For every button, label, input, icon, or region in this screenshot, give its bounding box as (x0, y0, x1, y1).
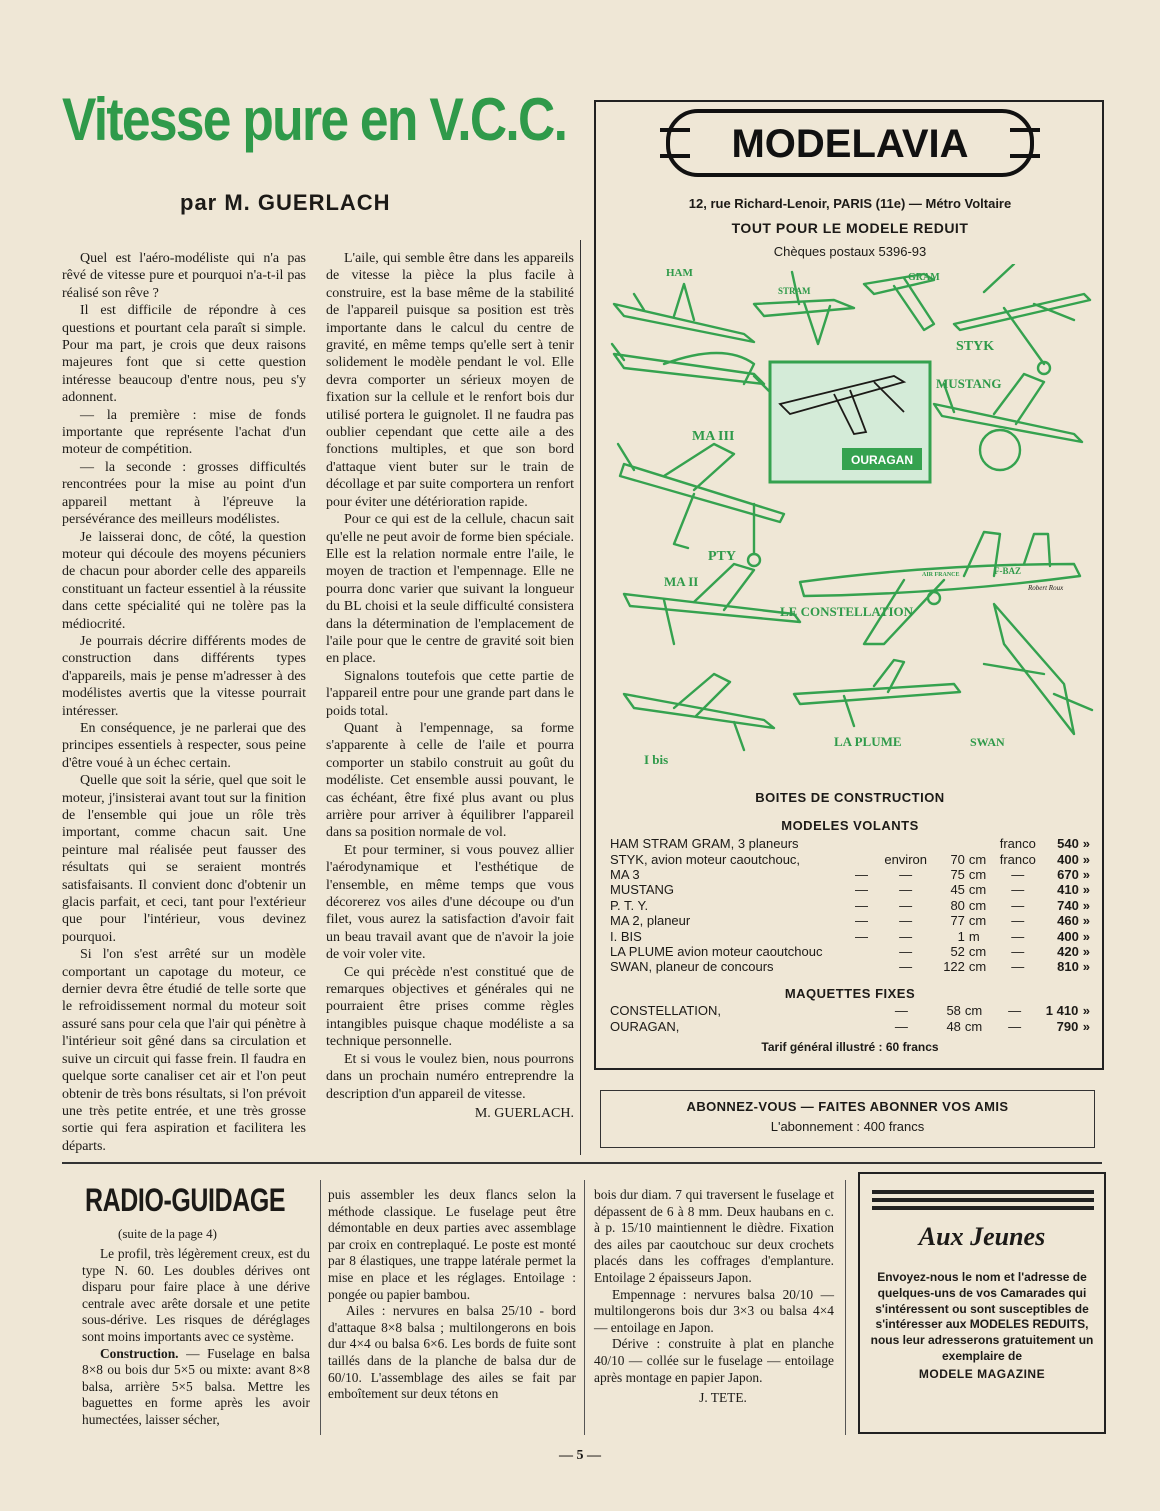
label-styk: STYK (956, 339, 995, 354)
static-model-row (610, 1018, 1090, 1033)
modelavia-brand: MODELAVIA (731, 122, 969, 166)
price-cell-unit: cm (968, 866, 987, 882)
label-mustang: MUSTANG (936, 376, 1002, 391)
paragraph: Signalons toutefois que cette partie de l'appareil entre pour une grande part dans le poids total. (326, 668, 574, 719)
paragraph: Empennage : nervures balsa 20/10 — multilongerons bois dur 3×3 ou balsa 4×4 — entoilage en Japon. (594, 1286, 834, 1335)
price-cell-name: I. BIS (610, 928, 642, 944)
price-cell-size: 58 (946, 1003, 961, 1019)
paragraph: Ailes : nervures en balsa 25/10 - bord d'attaque 8×8 balsa ; multilongerons en bois dur 4×4 ou balsa 6×6. Les bords de fuite sont taillés dans de la planche de balsa dur de 60/10. L'assemblage des ailes se fait par emboîtement sur deux tétons en (328, 1303, 576, 1402)
price-cell-name: MA 2, planeur (610, 913, 691, 929)
label-la-plume: LA PLUME (834, 734, 902, 749)
price-cell-r: » (1082, 836, 1090, 852)
price-cell-d: — (854, 928, 868, 944)
price-cell-r: » (1082, 943, 1090, 959)
price-cell-size: 52 (950, 943, 965, 959)
model-planes-illustration (604, 264, 1098, 784)
radio-guidage-title: RADIO-GUIDAGE (85, 1182, 286, 1218)
label-ouragan: OURAGAN (851, 453, 913, 467)
price-cell-e: — (899, 928, 913, 944)
price-cell-unit: cm (968, 882, 987, 898)
price-cell-d: — (854, 913, 868, 929)
illustrator-signature: Robert Roux (1028, 584, 1064, 592)
label-registration: F-BAZ (994, 566, 1021, 576)
label-stram: STRAM (778, 286, 811, 296)
article-title: Vitesse pure en V.C.C. (62, 86, 567, 153)
price-cell-f: — (1011, 943, 1025, 959)
price-cell-unit: m (968, 928, 980, 944)
price-cell-e: — (899, 943, 913, 959)
paragraph: Ce qui précède n'est constitué que de remarques objectives et générales qui ne pourraient être prises comme règles intangibles puisque chaque modéliste a sa technique personnelle. (326, 964, 574, 1050)
paragraph: Il est difficile de répondre à ces questions et pourtant cela paraît si simple. Pour ma part, je crois que deux raisons majeures font que si cette question intéresse beaucoup d'entre nous, peu s'y adonnent. (62, 303, 306, 406)
paragraph: En conséquence, je ne parlerai que des principes essentiels à respecter, sous peine d'être voué à un échec certain. (62, 720, 306, 771)
label-ibis: I bis (644, 752, 669, 767)
decorative-bars (872, 1190, 1094, 1214)
price-cell-size: 45 (950, 882, 965, 898)
price-cell-unit: cm (968, 851, 987, 867)
price-cell-f: — (1011, 897, 1025, 913)
price-cell-e: — (894, 1003, 908, 1019)
price-cell-name: LA PLUME avion moteur caoutchouc (610, 943, 823, 959)
paragraph: L'aile, qui semble être dans les appareils de vitesse la pièce la plus facile à construire, est la base même de la stabilité de l'appareil puisque sa position est très importante dans le calcul du centre de gravité, en même temps qu'elle sert à tenir solidement le modèle pendant le vol. Elle devra comporter un sérieux moyen de fixation sur la cellule et le renfort bois dur utilisé portera le guignolet. Il ne faudra pas oublier cependant que cette aile a des fonctions multiples, et que son bord d'attaque vient buter sur le train de décollage et par suite comportera un renfort pour éviter une détérioration rapide. (326, 251, 574, 510)
price-cell-r: » (1082, 1003, 1090, 1019)
price-cell-d (845, 959, 878, 974)
price-cell-name: MUSTANG (610, 882, 675, 898)
price-cell-d (839, 1018, 874, 1033)
aux-jeunes-text (868, 1270, 1096, 1383)
radio-guidage-subtitle: (suite de la page 4) (118, 1226, 217, 1241)
paragraph: bois dur diam. 7 qui traversent le fuselage et dépassent de 6 à 8 mm. Deux haubans en c. à p. 15/10 maintiennent le dièdre. Fixation des ailes par caoutchouc sur deux crochets placés dans les coffrages d'emplanture. Entoilage 2 épaisseurs Japon. (594, 1187, 834, 1285)
price-cell-name: SWAN, planeur de concours (610, 959, 774, 975)
price-cell-r: » (1082, 913, 1090, 929)
price-cell-price: 460 (1057, 913, 1079, 929)
price-cell-size: 75 (950, 866, 965, 882)
price-cell-f: — (1008, 1003, 1022, 1019)
price-cell-r: » (1082, 897, 1090, 913)
price-cell-f: franco (999, 836, 1036, 852)
price-cell-f: — (1011, 959, 1025, 975)
price-cell-size: 77 (950, 913, 965, 929)
price-cell-name: OURAGAN, (610, 1018, 680, 1034)
radio-column-3 (594, 1187, 834, 1407)
aux-jeunes-title: Aux Jeunes (918, 1222, 1046, 1251)
flying-model-row (610, 944, 1090, 959)
column-divider (320, 1180, 321, 1435)
price-cell-f: — (1008, 1018, 1022, 1034)
price-cell-f: — (1011, 913, 1025, 929)
column-divider (580, 240, 581, 1155)
price-cell-e: — (899, 897, 913, 913)
price-cell-name: P. T. Y. (610, 897, 649, 913)
flying-model-row (610, 867, 1090, 882)
price-cell-e: — (899, 913, 913, 929)
price-cell-size: 48 (946, 1018, 961, 1034)
label-airfrance: AIR FRANCE (922, 572, 960, 578)
paragraph: puis assembler les deux flancs selon la méthode classique. Le fuselage peut être démontable en deux parties avec assemblage par croix en contreplaqué. Le poste est monté par 8 élastiques, une trappe latérale permet la mise en place et les réglages. Entoilage : pongée ou papier bambou. (328, 1187, 576, 1302)
price-cell-d (839, 1003, 874, 1018)
paragraph: Quant à l'empennage, sa forme s'apparente à celle de l'aile et pourra comporter un stabilo construit au goût du modéliste. Cet ensemble aussi pouvant, le cas échéant, être fixé plus avant ou plus arrière pour arriver à équilibrer l'appareil dans sa position normale de vol. (326, 720, 574, 841)
price-cell-f: — (1011, 928, 1025, 944)
label-ham: HAM (666, 267, 693, 279)
construction-text: — Fuselage en balsa 8×8 ou bois dur 5×5 ou mixte: avant 8×8 balsa, arrière 5×5 balsa. Mettre les baguettes en forme après les avoir humectées, laisser sécher, (82, 1345, 310, 1427)
article-column-2 (326, 250, 574, 1122)
price-cell-price: 420 (1057, 943, 1079, 959)
price-cell-size: 1 (957, 928, 965, 944)
price-cell-unit: cm (968, 959, 987, 975)
price-cell-d (845, 836, 878, 851)
catalog-price: Tarif général illustré : 60 francs (761, 1040, 939, 1054)
price-cell-unit: cm (968, 897, 987, 913)
flying-model-row (610, 898, 1090, 913)
price-cell-unit: cm (968, 943, 987, 959)
price-cell-price: 400 (1057, 928, 1079, 944)
shop-tagline: TOUT POUR LE MODELE REDUIT (731, 220, 969, 236)
price-cell-price: 810 (1057, 959, 1079, 975)
paragraph: Je pourrais décrire différents modes de construction dans différents types d'appareils, mais je pense m'adresser à des modélistes avertis que la vitesse pourrait intéresser. (62, 633, 306, 719)
price-cell-e (878, 836, 933, 851)
price-cell-price: 1 410 (1045, 1003, 1079, 1019)
price-cell-r: » (1082, 959, 1090, 975)
flying-model-row (610, 836, 1090, 851)
flying-model-row (610, 882, 1090, 897)
page-number: — 5 — (559, 1448, 601, 1463)
price-cell-name: CONSTELLATION, (610, 1003, 722, 1019)
paragraph: Et si vous le voulez bien, nous pourrons dans un prochain numéro entreprendre la description d'un appareil de vitesse. (326, 1051, 574, 1102)
price-cell-size: 70 (950, 851, 965, 867)
price-cell-f: — (1011, 866, 1025, 882)
price-cell-e: — (899, 866, 913, 882)
kits-heading: BOITES DE CONSTRUCTION (755, 790, 945, 805)
subscription-headline: ABONNEZ-VOUS — FAITES ABONNER VOS AMIS (686, 1099, 1009, 1114)
price-cell-price: 410 (1057, 882, 1079, 898)
price-cell-d: — (854, 866, 868, 882)
paragraph: Quelle que soit la série, quel que soit le moteur, j'insisterai avant tout sur la finition de l'ensemble qui joue un rôle très important, comme chacun sait. Une peinture mal réalisée peut fausser des résultats qui se seraient montrés satisfaisants. Il convient donc d'obtenir un glacis parfait, et ceci, tant pour l'extérieur que pour l'intérieur, vous devinez pourquoi. (62, 773, 306, 945)
price-cell-d: — (854, 882, 868, 898)
article-column-1 (62, 250, 306, 1155)
price-cell-r: » (1082, 928, 1090, 944)
shop-address: 12, rue Richard-Lenoir, PARIS (11e) — Métro Voltaire (688, 196, 1012, 211)
radio-signature: J. TETE. (699, 1390, 747, 1406)
price-cell-f: franco (999, 851, 1036, 867)
article-signature: M. GUERLACH. (474, 1105, 574, 1121)
price-cell-r: » (1082, 851, 1090, 867)
price-cell-size: 80 (950, 897, 965, 913)
price-cell-d (845, 851, 878, 866)
price-cell-d: — (854, 897, 868, 913)
price-cell-e: environ (884, 851, 927, 867)
construction-label: Construction. (100, 1345, 179, 1361)
magazine-name: MODELE MAGAZINE (918, 1366, 1046, 1381)
price-cell-price: 670 (1057, 866, 1079, 882)
price-cell-price: 400 (1057, 851, 1079, 867)
price-cell-unit: cm (968, 913, 987, 929)
label-gram: GRAM (908, 272, 940, 283)
price-cell-size (933, 836, 969, 851)
paragraph (82, 1346, 310, 1429)
label-constellation: LE CONSTELLATION (780, 604, 914, 619)
flying-model-row (610, 851, 1090, 866)
paragraph: — la première : mise de fonds importante que représente l'achat d'un moteur de compétition. (62, 407, 306, 458)
price-cell-name: STYK, avion moteur caoutchouc, (610, 851, 801, 867)
paragraph: Si l'on s'est arrêté sur un modèle comportant un capotage du moteur, ce dernier devra être étudié de telle sorte que le refroidissement normal du moteur soit assuré sans pour cela que l'air qui pénètre à l'intérieur soit gêné dans sa circulation et suive un circuit qui fasse frein. Il faudra en quelque sorte canaliser cet air et l'on peut obtenir de très bons résultats, si l'on prévoit une très petite entrée, et une très grosse sortie qui fera aspiration et facilitera les départs. (62, 947, 306, 1154)
price-cell-e: — (899, 882, 913, 898)
paragraph: Quel est l'aéro-modéliste qui n'a pas rêvé de vitesse pure et pourquoi n'a-t-il pas réalisé son rêve ? (62, 251, 306, 301)
price-cell-unit: cm (964, 1018, 983, 1034)
price-cell-name: HAM STRAM GRAM, 3 planeurs (610, 836, 799, 852)
radio-column-2 (328, 1187, 576, 1403)
paragraph: Dérive : construite à plat en planche 40/10 — collée sur le fuselage — entoilage après montage en papier Japon. (594, 1336, 834, 1385)
subscription-price: L'abonnement : 400 francs (770, 1119, 925, 1134)
label-ma3: MA III (692, 429, 735, 444)
static-models-heading: MAQUETTES FIXES (784, 986, 916, 1001)
flying-models-heading: MODELES VOLANTS (781, 818, 919, 833)
price-cell-r: » (1082, 866, 1090, 882)
price-cell-unit: cm (964, 1003, 983, 1019)
static-models-price-list (610, 1003, 1090, 1034)
flying-model-row (610, 959, 1090, 974)
flying-model-row (610, 928, 1090, 943)
price-cell-size: 122 (943, 959, 965, 975)
price-cell-name: MA 3 (610, 866, 640, 882)
column-divider (845, 1180, 846, 1435)
paragraph: — la seconde : grosses difficultés rencontrées pour la mise au point d'un appareil mettant à l'épreuve la persévérance des meilleurs modélistes. (62, 459, 306, 528)
label-pty: PTY (708, 549, 736, 564)
price-cell-e: — (894, 1018, 908, 1034)
label-swan: SWAN (970, 735, 1005, 749)
paragraph: Je laisserai donc, de côté, la question moteur qui découle des moyens pécuniers de chacun pour aborder celle des appareils constituant un facteur essentiel à la réussite dans cette spécialité qui ne tolère pas la médiocrité. (62, 529, 306, 632)
section-divider (62, 1162, 1102, 1164)
price-cell-price: 740 (1057, 897, 1079, 913)
paragraph: Et pour terminer, si vous pouvez allier l'aérodynamique et l'esthétique de l'ensemble, en même temps que vous décorerez vos ailes d'une découpe ou d'un filet, vous aurez la satisfaction d'avoir fait un beau travail avant que de n'avoir la joie de voir voler vite. (326, 842, 574, 963)
column-divider (584, 1180, 585, 1435)
price-cell-d (845, 944, 878, 959)
static-model-row (610, 1003, 1090, 1018)
article-byline: par M. GUERLACH (180, 190, 391, 215)
subscription-box (600, 1090, 1095, 1148)
modelavia-logo (660, 108, 1040, 178)
postal-cheques: Chèques postaux 5396-93 (773, 244, 927, 259)
label-ma2: MA II (664, 574, 699, 589)
price-cell-r: » (1082, 1018, 1090, 1034)
price-cell-price: 540 (1057, 836, 1079, 852)
price-cell-e: — (899, 959, 913, 975)
flying-model-row (610, 913, 1090, 928)
paragraph: Pour ce qui est de la cellule, chacun sait qu'elle ne peut avoir de forme bien spéciale. Elle est la relation normale entre l'aile, le moyen de traction et l'empennage. Elle ne pourra donc varier que suivant la longueur du BL choisi et la seule difficulté consistera dans la détermination de l'emplacement de l'aile pour que le centre de gravité soit bien en place. (326, 512, 574, 667)
price-cell-unit (969, 836, 998, 851)
price-cell-f: — (1011, 882, 1025, 898)
flying-models-price-list (610, 836, 1090, 975)
paragraph: Le profil, très légèrement creux, est du type N. 60. Les doubles dérives ont disparu pour faire place à une dérive centrale avec arête dorsale et une petite sous-dérive. Les risques de déréglages sont moins importants avec ce système. (82, 1246, 310, 1344)
radio-column-1 (82, 1246, 310, 1429)
price-cell-r: » (1082, 882, 1090, 898)
price-cell-price: 790 (1056, 1018, 1079, 1034)
aux-jeunes-body: Envoyez-nous le nom et l'adresse de quelques-uns de vos Camarades qui s'intéressent ou sont susceptibles de s'intéresser aux MODELES REDUITS, nous leur adresserons gratuitement un exemplaire de (870, 1270, 1094, 1363)
